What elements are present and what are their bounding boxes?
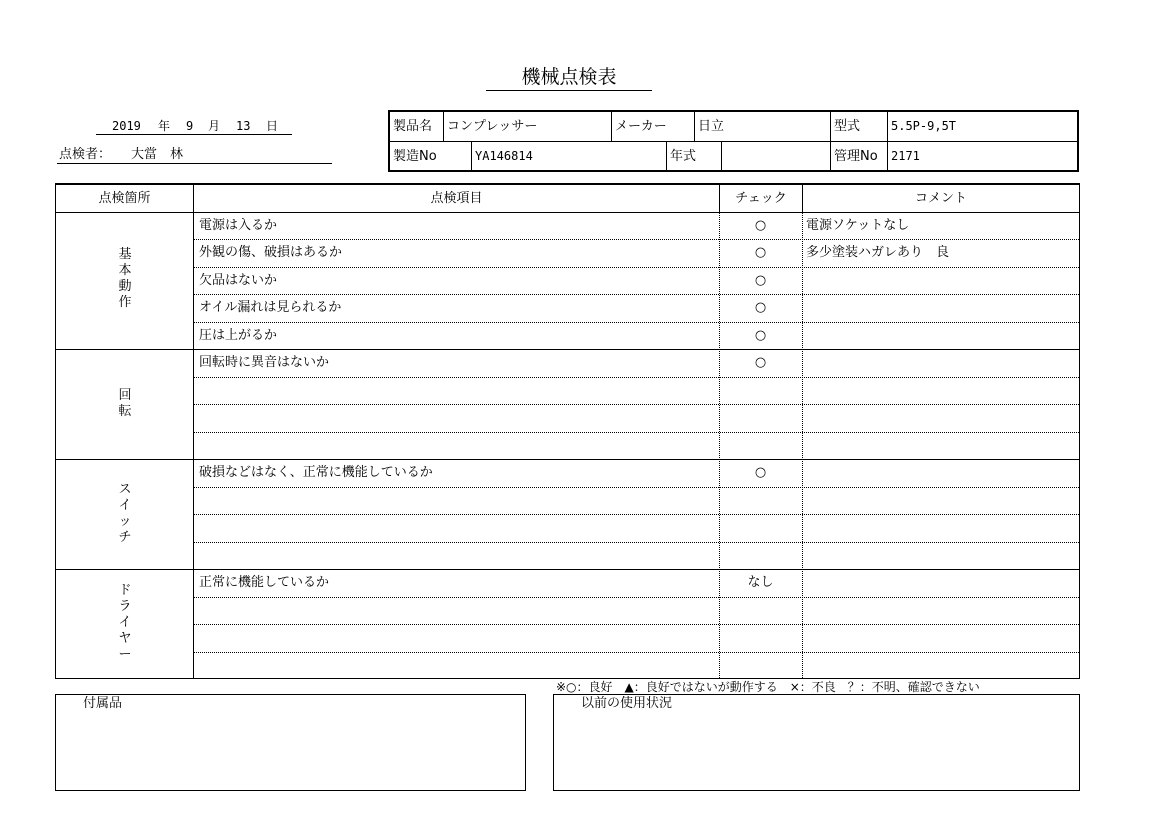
inspector: [57, 147, 332, 164]
page-title: 機械点検表: [486, 64, 652, 91]
table-row-check: ○: [754, 218, 767, 233]
table-row-check: なし: [747, 575, 774, 590]
product-name-label: 製品名: [393, 119, 433, 134]
table-row-check: ○: [754, 465, 767, 480]
serial-label: 製造No: [393, 149, 437, 164]
model-value: 5.5P-9,5T: [891, 119, 957, 133]
inspector-label: 点検者：: [59, 147, 112, 162]
date-day-unit: 日: [266, 119, 279, 133]
table-row-item: 回転時に異音はないか: [199, 355, 330, 370]
mgmt-label: 管理No: [834, 149, 878, 164]
table-row-item: 欠品はないか: [199, 273, 278, 288]
table-row-item: 電源は入るか: [199, 218, 278, 233]
section-label-dryer: ド ラ イ ヤ ー: [118, 583, 132, 662]
table-row-item: 正常に機能しているか: [199, 575, 330, 590]
date-month-unit: 月: [208, 119, 221, 133]
header-check: チェック: [735, 191, 787, 206]
inspection-table: [55, 183, 1080, 679]
serial-value: YA146814: [475, 149, 533, 163]
product-info-table: [388, 110, 1079, 172]
section-label-rotation: 回 転: [118, 388, 132, 419]
table-row-check: ○: [754, 355, 767, 370]
header-comment: コメント: [914, 191, 967, 206]
table-row-comment: 電源ソケットなし: [806, 218, 910, 233]
usage-history-label: 以前の使用状況: [581, 696, 673, 711]
table-row-item: オイル漏れは見られるか: [199, 300, 342, 315]
date-year: 2019: [112, 119, 141, 133]
model-label: 型式: [834, 119, 861, 134]
table-row-comment: 多少塗装ハガレあり 良: [806, 245, 950, 260]
usage-history-box: [553, 694, 1080, 791]
legend-note: ※○：良好 ▲：良好ではないが動作する ×：不良 ？：不明、確認できない: [556, 680, 980, 694]
table-row-check: ○: [754, 328, 767, 343]
maker-label: メーカー: [615, 119, 667, 134]
year-label: 年式: [670, 149, 697, 164]
product-name-value: コンプレッサー: [447, 119, 538, 134]
header-location: 点検箇所: [98, 191, 151, 206]
date-year-unit: 年: [158, 119, 171, 133]
table-row-check: ○: [754, 245, 767, 260]
table-row-item: 外観の傷、破損はあるか: [199, 245, 343, 260]
section-label-switch: ス イ ッ チ: [118, 482, 132, 545]
header-item: 点検項目: [430, 191, 483, 206]
maker-value: 日立: [698, 119, 725, 134]
table-row-item: 圧は上がるか: [199, 328, 278, 343]
accessories-label: 付属品: [83, 696, 123, 711]
section-label-basic: 基 本 動 作: [118, 247, 132, 310]
accessories-box: [55, 694, 526, 791]
date-day: 13: [236, 119, 251, 133]
inspector-name: 大當 林: [131, 147, 184, 162]
inspection-date: [96, 118, 292, 135]
mgmt-value: 2171: [891, 149, 920, 163]
table-row-check: ○: [754, 300, 767, 315]
date-month: 9: [186, 119, 194, 133]
table-row-check: ○: [754, 273, 767, 288]
table-row-item: 破損などはなく、正常に機能しているか: [199, 465, 433, 480]
